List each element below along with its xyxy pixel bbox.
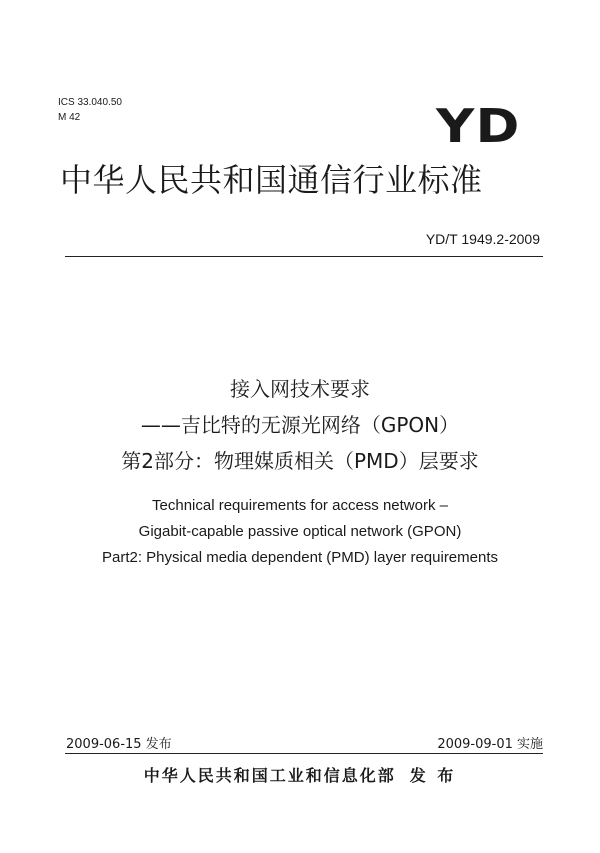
standard-category-title: 中华人民共和国通信行业标准 [60, 161, 483, 199]
ics-classification [58, 95, 122, 125]
issuer-action: 发 布 [409, 766, 457, 785]
issuer-name: 中华人民共和国工业和信息化部 [143, 766, 396, 785]
footer-divider [65, 753, 543, 754]
header-divider [65, 256, 543, 257]
issuing-authority [0, 763, 600, 786]
english-title-line-2: Gigabit-capable passive optical network (GPON) [138, 523, 462, 540]
ics-code: ICS 33.040.50 [58, 97, 122, 108]
standard-logo: YD [436, 99, 521, 153]
standard-number: YD/T 1949.2-2009 [425, 231, 540, 247]
implementation-date: 2009-09-01 实施 [437, 737, 543, 752]
english-title-line-1: Technical requirements for access network – [152, 497, 448, 514]
english-title-line-3: Part2: Physical media dependent (PMD) layer requirements [101, 549, 498, 566]
chinese-title-line-3: 第2部分：物理媒质相关（PMD）层要求 [121, 449, 479, 473]
chinese-title-line-1: 接入网技术要求 [230, 377, 370, 401]
category-code: M 42 [58, 112, 81, 123]
chinese-title-line-2: ——吉比特的无源光网络（GPON） [140, 413, 460, 437]
issue-date: 2009-06-15 发布 [66, 737, 172, 752]
